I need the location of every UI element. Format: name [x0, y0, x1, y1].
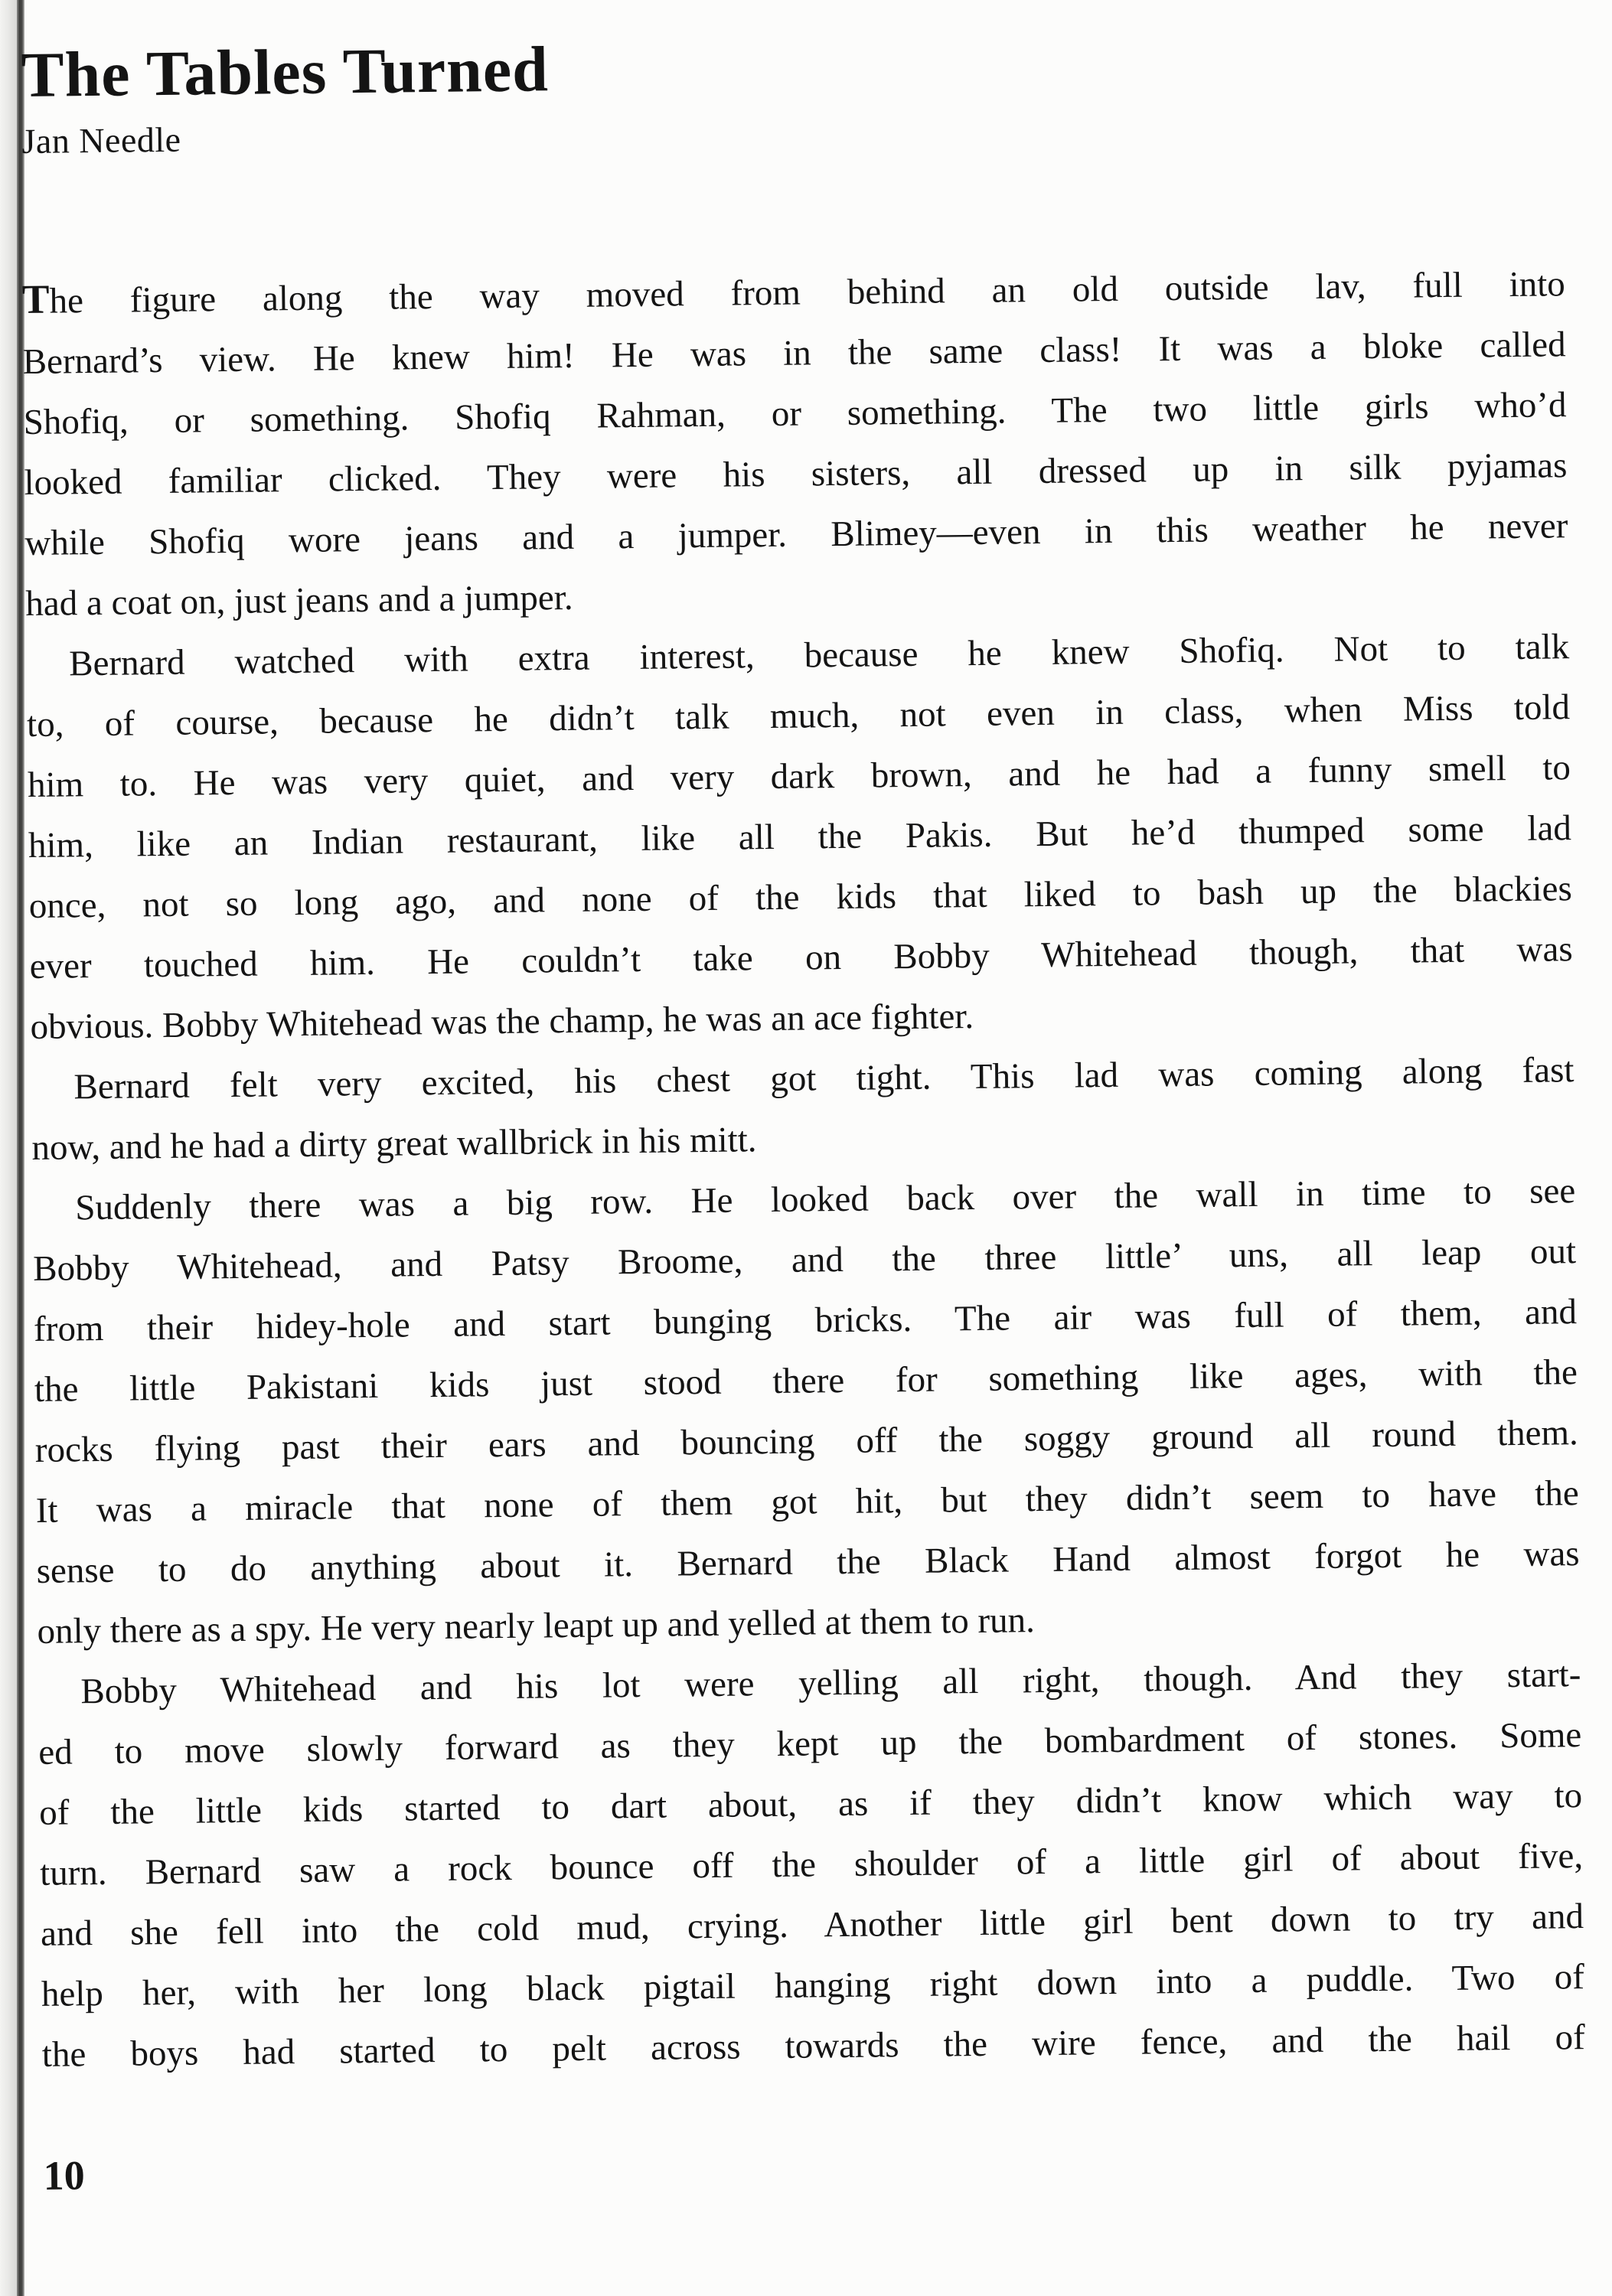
text-line: Bobby Whitehead and his lot were yelling all right, though. And they start- [80, 1655, 1581, 1712]
page-number: 10 [43, 2152, 85, 2199]
body-text [21, 252, 1585, 2086]
page-content [18, 0, 1588, 2296]
text-line: Bobby Whitehead, and Patsy Broome, and the three little’ uns, all leap out [32, 1231, 1577, 1289]
scan-gutter-shadow [0, 0, 17, 2296]
text-line: sense to do anything about it. Bernard the Black Hand almost forgot he was [36, 1534, 1580, 1591]
text-line: him, like an Indian restaurant, like all the Pakis. But he’d thumped some lad [28, 808, 1572, 866]
text-line: looked familiar clicked. They were his sisters, all dressed up in silk pyjamas [24, 445, 1568, 504]
text-line: had a coat on, just jeans and a jumper. [25, 577, 573, 625]
text-line: Bernard felt very excited, his chest got tight. This lad was coming along fast [73, 1050, 1574, 1107]
text-line: only there as a spy. He very nearly leapt up and yelled at them to run. [37, 1600, 1036, 1652]
text-line: Suddenly there was a big row. He looked back over the wall in time to see [75, 1171, 1576, 1228]
text-line: the boys had started to pelt across towards the wire fence, and the hail of [41, 2017, 1586, 2075]
text-line: ever touched him. He couldn’t take on Bobby Whitehead though, that was [29, 929, 1573, 987]
page-title: The Tables Turned [20, 34, 550, 112]
text-line: the little Pakistani kids just stood there for something like ages, with the [34, 1352, 1578, 1410]
text-line: ed to move slowly forward as they kept up the bombardment of stones. Some [38, 1715, 1582, 1773]
text-line: and she fell into the cold mud, crying. Another little girl bent down to try and [40, 1896, 1584, 1954]
text-line: obvious. Bobby Whitehead was the champ, he was an ace fighter. [30, 996, 974, 1047]
text-line: turn. Bernard saw a rock bounce off the shoulder of a little girl of about five, [39, 1836, 1584, 1893]
text-line: Shofiq, or something. Shofiq Rahman, or something. The two little girls who’d [23, 385, 1567, 443]
text-line: The figure along the way moved from behind an old outside lav, full into [21, 264, 1566, 323]
text-line: while Shofiq wore jeans and a jumper. Blimey—even in this weather he never [24, 506, 1568, 564]
text-line: from their hidey-hole and start bunging bricks. The air was full of them, and [33, 1292, 1578, 1349]
text-line: once, not so long ago, and none of the kids that liked to bash up the blackies [28, 869, 1572, 926]
text-line: Bernard’s view. He knew him! He was in the same class! It was a bloke called [22, 325, 1566, 383]
text-line: now, and he had a dirty great wallbrick in his mitt. [31, 1120, 757, 1168]
text-line: It was a miracle that none of them got hit, but they didn’t seem to have the [35, 1473, 1579, 1531]
text-line: Bernard watched with extra interest, because he knew Shofiq. Not to talk [68, 627, 1570, 684]
text-line: him to. He was very quiet, and very dark brown, and he had a funny smell to [27, 748, 1571, 806]
text-line: help her, with her long black pigtail hanging right down into a puddle. Two of [41, 1957, 1585, 2014]
text-line: rocks flying past their ears and bouncing off the soggy ground all round them. [34, 1413, 1579, 1470]
text-line: to, of course, because he didn’t talk much, not even in class, when Miss told [26, 687, 1571, 745]
lead-capital: T [21, 276, 50, 323]
author-name: Jan Needle [21, 119, 181, 161]
text-line: of the little kids started to dart about, as if they didn’t know which way to [38, 1776, 1583, 1833]
